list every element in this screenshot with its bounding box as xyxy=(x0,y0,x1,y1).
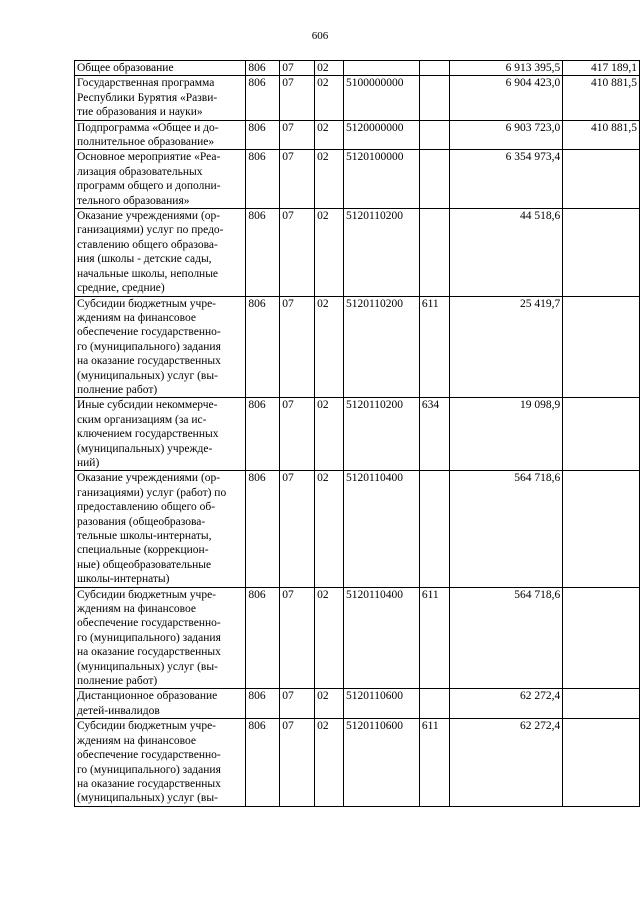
table-row xyxy=(75,209,640,296)
amount-cell: 19 098,9 xyxy=(449,398,562,471)
item-name-line: ний) xyxy=(77,456,100,469)
amount-cell: 6 913 395,5 xyxy=(449,61,562,76)
amount-cell: 62 272,4 xyxy=(449,689,562,719)
ministry-code-cell: 806 xyxy=(246,76,280,120)
expense-type-cell: 634 xyxy=(419,398,449,471)
amount-cell: 62 272,4 xyxy=(449,719,562,806)
section-code-cell: 07 xyxy=(280,61,315,76)
table-row xyxy=(75,471,640,587)
item-name-line: Государственная программа xyxy=(77,77,215,90)
expense-type-cell xyxy=(419,120,449,150)
item-name-line: ганизациями) услуг по предо- xyxy=(77,224,224,237)
subsection-code-cell: 02 xyxy=(315,120,344,150)
item-name-line: полнение работ) xyxy=(77,383,158,396)
item-name-line: ганизациями) услуг (работ) по xyxy=(77,486,227,499)
table-row xyxy=(75,587,640,689)
amount-extra-cell xyxy=(563,209,640,296)
item-name-line: на оказание государственных xyxy=(77,777,221,790)
item-name-cell xyxy=(75,76,246,120)
item-name-line: Основное мероприятие «Реа- xyxy=(77,151,221,164)
expense-type-cell xyxy=(419,689,449,719)
item-name-line: Субсидии бюджетным учре- xyxy=(77,297,217,310)
item-name-line: (муниципальных) учрежде- xyxy=(77,442,213,455)
item-name-line: тие образования и науки» xyxy=(77,106,203,119)
item-name-cell xyxy=(75,471,246,587)
amount-extra-cell xyxy=(563,398,640,471)
item-name-line: Общее образование xyxy=(77,62,174,74)
item-name-cell xyxy=(75,296,246,398)
item-name-line: Оказание учреждениями (ор- xyxy=(77,472,221,485)
ministry-code-cell: 806 xyxy=(246,719,280,806)
amount-cell: 6 354 973,4 xyxy=(449,150,562,209)
target-article-cell: 5120110600 xyxy=(343,689,419,719)
section-code-cell: 07 xyxy=(280,209,315,296)
item-name-line: (муниципальных) услуг (вы- xyxy=(77,369,218,382)
item-name-cell xyxy=(75,398,246,471)
subsection-code-cell: 02 xyxy=(315,689,344,719)
item-name-line: ским организациям (за ис- xyxy=(77,413,207,426)
expense-type-cell xyxy=(419,76,449,120)
item-name-line: на оказание государственных xyxy=(77,646,221,659)
subsection-code-cell: 02 xyxy=(315,61,344,76)
subsection-code-cell: 02 xyxy=(315,76,344,120)
item-name-line: (муниципальных) услуг (вы- xyxy=(77,660,218,673)
item-name-line: лизация образовательных xyxy=(77,165,203,178)
target-article-cell: 5120000000 xyxy=(343,120,419,150)
item-name-line: на оказание государственных xyxy=(77,355,221,368)
subsection-code-cell: 02 xyxy=(315,471,344,587)
item-name-line: обеспечение государственно- xyxy=(77,749,221,762)
amount-extra-cell xyxy=(563,689,640,719)
page-number: 606 xyxy=(311,30,329,42)
item-name-cell xyxy=(75,209,246,296)
expense-type-cell: 611 xyxy=(419,296,449,398)
item-name-line: ставлению общего образова- xyxy=(77,238,218,251)
item-name-line: разования (общеобразова- xyxy=(77,515,206,528)
subsection-code-cell: 02 xyxy=(315,398,344,471)
item-name-cell xyxy=(75,120,246,150)
amount-extra-cell xyxy=(563,296,640,398)
section-code-cell: 07 xyxy=(280,120,315,150)
expense-type-cell xyxy=(419,61,449,76)
section-code-cell: 07 xyxy=(280,76,315,120)
table-row xyxy=(75,398,640,471)
item-name-line: го (муниципального) задания xyxy=(77,340,221,353)
item-name-line: обеспечение государственно- xyxy=(77,326,221,339)
expense-type-cell: 611 xyxy=(419,587,449,689)
item-name-line: Подпрограмма «Общее и до- xyxy=(77,121,219,134)
item-name-cell xyxy=(75,150,246,209)
ministry-code-cell: 806 xyxy=(246,471,280,587)
item-name-line: Иные субсидии некоммерче- xyxy=(77,399,218,412)
target-article-cell: 5120100000 xyxy=(343,150,419,209)
item-name-line: ждениям на финансовое xyxy=(77,603,197,616)
item-name-line: ждениям на финансовое xyxy=(77,734,197,747)
ministry-code-cell: 806 xyxy=(246,150,280,209)
amount-extra-cell: 410 881,5 xyxy=(563,120,640,150)
item-name-line: предоставлению общего об- xyxy=(77,501,216,514)
item-name-line: ждениям на финансовое xyxy=(77,311,197,324)
table-row xyxy=(75,150,640,209)
item-name-line: Оказание учреждениями (ор- xyxy=(77,210,221,223)
amount-cell: 564 718,6 xyxy=(449,471,562,587)
amount-cell: 6 903 723,0 xyxy=(449,120,562,150)
item-name-line: программ общего и дополни- xyxy=(77,180,221,193)
ministry-code-cell: 806 xyxy=(246,120,280,150)
item-name-line: Субсидии бюджетным учре- xyxy=(77,588,217,601)
table-row xyxy=(75,296,640,398)
target-article-cell: 5120110200 xyxy=(343,209,419,296)
item-name-line: Субсидии бюджетным учре- xyxy=(77,720,217,733)
item-name-line: начальные школы, неполные xyxy=(77,267,219,280)
ministry-code-cell: 806 xyxy=(246,209,280,296)
ministry-code-cell: 806 xyxy=(246,296,280,398)
table-row xyxy=(75,120,640,150)
ministry-code-cell: 806 xyxy=(246,587,280,689)
target-article-cell: 5120110400 xyxy=(343,587,419,689)
item-name-cell xyxy=(75,61,246,76)
target-article-cell xyxy=(343,61,419,76)
section-code-cell: 07 xyxy=(280,296,315,398)
target-article-cell: 5120110200 xyxy=(343,296,419,398)
amount-cell: 6 904 423,0 xyxy=(449,76,562,120)
item-name-line: ния (школы - детские сады, xyxy=(77,253,212,266)
section-code-cell: 07 xyxy=(280,689,315,719)
amount-extra-cell: 410 881,5 xyxy=(563,76,640,120)
budget-table-body xyxy=(75,61,640,807)
expense-type-cell xyxy=(419,209,449,296)
item-name-cell xyxy=(75,689,246,719)
subsection-code-cell: 02 xyxy=(315,209,344,296)
target-article-cell: 5120110400 xyxy=(343,471,419,587)
amount-extra-cell xyxy=(563,150,640,209)
amount-cell: 564 718,6 xyxy=(449,587,562,689)
item-name-line: средние, средние) xyxy=(77,282,165,295)
item-name-line: (муниципальных) услуг (вы- xyxy=(77,792,218,805)
amount-extra-cell xyxy=(563,719,640,806)
expense-type-cell: 611 xyxy=(419,719,449,806)
item-name-line: ключением государственных xyxy=(77,428,219,441)
table-row xyxy=(75,61,640,76)
item-name-line: Республики Бурятия «Разви- xyxy=(77,91,218,104)
amount-extra-cell: 417 189,1 xyxy=(563,61,640,76)
expense-type-cell xyxy=(419,471,449,587)
item-name-line: полнительное образование» xyxy=(77,136,215,149)
target-article-cell: 5120110600 xyxy=(343,719,419,806)
amount-extra-cell xyxy=(563,471,640,587)
expense-type-cell xyxy=(419,150,449,209)
item-name-line: специальные (коррекцион- xyxy=(77,544,209,557)
subsection-code-cell: 02 xyxy=(315,150,344,209)
amount-cell: 25 419,7 xyxy=(449,296,562,398)
section-code-cell: 07 xyxy=(280,587,315,689)
ministry-code-cell: 806 xyxy=(246,689,280,719)
item-name-line: ные) общеобразовательные xyxy=(77,558,212,571)
item-name-line: го (муниципального) задания xyxy=(77,631,221,644)
item-name-line: полнение работ) xyxy=(77,675,158,688)
subsection-code-cell: 02 xyxy=(315,296,344,398)
table-row xyxy=(75,719,640,806)
subsection-code-cell: 02 xyxy=(315,719,344,806)
section-code-cell: 07 xyxy=(280,471,315,587)
item-name-line: школы-интернаты) xyxy=(77,573,170,586)
budget-table xyxy=(74,60,640,807)
section-code-cell: 07 xyxy=(280,398,315,471)
target-article-cell: 5120110200 xyxy=(343,398,419,471)
item-name-line: детей-инвалидов xyxy=(77,704,160,717)
subsection-code-cell: 02 xyxy=(315,587,344,689)
section-code-cell: 07 xyxy=(280,719,315,806)
item-name-cell xyxy=(75,719,246,806)
ministry-code-cell: 806 xyxy=(246,61,280,76)
item-name-line: тельного образования» xyxy=(77,194,190,207)
item-name-line: обеспечение государственно- xyxy=(77,617,221,630)
table-row xyxy=(75,76,640,120)
target-article-cell: 5100000000 xyxy=(343,76,419,120)
ministry-code-cell: 806 xyxy=(246,398,280,471)
item-name-line: Дистанционное образование xyxy=(77,690,218,703)
table-row xyxy=(75,689,640,719)
section-code-cell: 07 xyxy=(280,150,315,209)
item-name-cell xyxy=(75,587,246,689)
amount-cell: 44 518,6 xyxy=(449,209,562,296)
item-name-line: го (муниципального) задания xyxy=(77,763,221,776)
amount-extra-cell xyxy=(563,587,640,689)
item-name-line: тельные школы-интернаты, xyxy=(77,530,212,542)
